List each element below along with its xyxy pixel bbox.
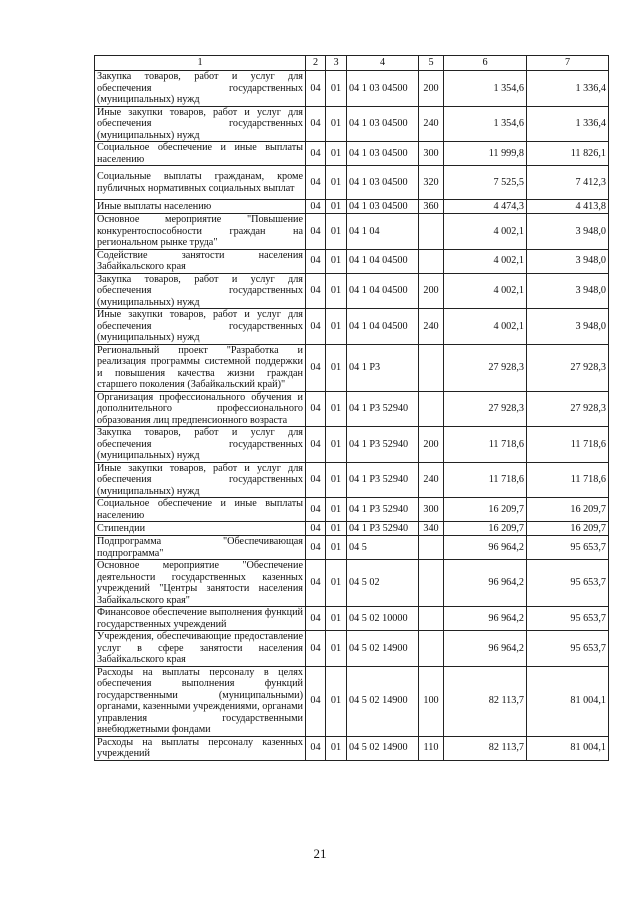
row-expense-type (419, 607, 444, 631)
table-row (95, 736, 609, 760)
row-subsection: 01 (326, 391, 347, 427)
row-amount-year-2: 7 412,3 (527, 166, 609, 200)
table-row (95, 498, 609, 522)
row-target-code: 04 5 02 14900 (347, 631, 419, 667)
row-name: Основное мероприятие "Обеспечение деятельности государственных казенных учреждений "Центры занятости населения Забайкальского края" (95, 560, 306, 607)
row-expense-type (419, 631, 444, 667)
row-name: Учреждения, обеспечивающие предоставление услуг в сфере занятости населения Забайкальского края (95, 631, 306, 667)
header-col-5: 5 (419, 56, 444, 71)
table-row (95, 344, 609, 391)
table-row (95, 273, 609, 309)
row-target-code: 04 5 02 14900 (347, 736, 419, 760)
row-amount-year-2: 16 209,7 (527, 522, 609, 536)
row-amount-year-1: 82 113,7 (444, 666, 527, 736)
row-name: Организация профессионального обучения и дополнительного профессионального образования лиц предпенсионного возраста (95, 391, 306, 427)
row-section: 04 (306, 391, 326, 427)
row-section: 04 (306, 309, 326, 345)
row-section: 04 (306, 522, 326, 536)
row-expense-type: 320 (419, 166, 444, 200)
table-row (95, 560, 609, 607)
row-amount-year-1: 96 964,2 (444, 560, 527, 607)
table-row (95, 214, 609, 250)
row-expense-type: 240 (419, 106, 444, 142)
header-col-2: 2 (306, 56, 326, 71)
row-amount-year-1: 16 209,7 (444, 522, 527, 536)
row-target-code: 04 1 P3 (347, 344, 419, 391)
row-section: 04 (306, 166, 326, 200)
row-name: Социальное обеспечение и иные выплаты населению (95, 142, 306, 166)
row-target-code: 04 1 03 04500 (347, 106, 419, 142)
row-section: 04 (306, 427, 326, 463)
table-row (95, 71, 609, 107)
row-subsection: 01 (326, 427, 347, 463)
row-section: 04 (306, 249, 326, 273)
table-row (95, 249, 609, 273)
row-name: Основное мероприятие "Повышение конкурентоспособности граждан на региональном рынке труда" (95, 214, 306, 250)
row-name: Подпрограмма "Обеспечивающая подпрограмма" (95, 536, 306, 560)
row-name: Расходы на выплаты персоналу в целях обеспечения выполнения функций государственными (муниципальными) органами, казенными учреждениями, органами управления государственными внебюджетными фондами (95, 666, 306, 736)
row-subsection: 01 (326, 166, 347, 200)
row-amount-year-1: 11 718,6 (444, 427, 527, 463)
row-target-code: 04 1 03 04500 (347, 142, 419, 166)
row-name: Иные закупки товаров, работ и услуг для обеспечения государственных (муниципальных) нужд (95, 309, 306, 345)
row-amount-year-2: 27 928,3 (527, 344, 609, 391)
table-row (95, 106, 609, 142)
row-subsection: 01 (326, 736, 347, 760)
row-expense-type: 100 (419, 666, 444, 736)
row-amount-year-1: 1 354,6 (444, 71, 527, 107)
table-row (95, 166, 609, 200)
row-section: 04 (306, 607, 326, 631)
row-amount-year-1: 27 928,3 (444, 391, 527, 427)
row-name: Социальные выплаты гражданам, кроме публичных нормативных социальных выплат (95, 166, 306, 200)
row-amount-year-1: 4 002,1 (444, 309, 527, 345)
budget-table (94, 55, 609, 761)
row-amount-year-1: 1 354,6 (444, 106, 527, 142)
row-subsection: 01 (326, 560, 347, 607)
row-target-code: 04 5 02 (347, 560, 419, 607)
row-amount-year-1: 11 999,8 (444, 142, 527, 166)
row-target-code: 04 1 03 04500 (347, 166, 419, 200)
table-row (95, 631, 609, 667)
row-expense-type: 200 (419, 71, 444, 107)
table-row (95, 200, 609, 214)
row-section: 04 (306, 666, 326, 736)
row-section: 04 (306, 498, 326, 522)
header-col-6: 6 (444, 56, 527, 71)
row-expense-type: 300 (419, 498, 444, 522)
row-section: 04 (306, 536, 326, 560)
row-section: 04 (306, 344, 326, 391)
row-section: 04 (306, 631, 326, 667)
table-row (95, 522, 609, 536)
row-subsection: 01 (326, 273, 347, 309)
row-target-code: 04 1 04 04500 (347, 273, 419, 309)
row-amount-year-1: 27 928,3 (444, 344, 527, 391)
row-name: Социальное обеспечение и иные выплаты населению (95, 498, 306, 522)
row-subsection: 01 (326, 106, 347, 142)
header-col-7: 7 (527, 56, 609, 71)
table-row (95, 391, 609, 427)
row-expense-type (419, 391, 444, 427)
row-subsection: 01 (326, 344, 347, 391)
row-amount-year-1: 11 718,6 (444, 462, 527, 498)
row-name: Закупка товаров, работ и услуг для обеспечения государственных (муниципальных) нужд (95, 71, 306, 107)
row-subsection: 01 (326, 607, 347, 631)
table-row (95, 142, 609, 166)
header-col-3: 3 (326, 56, 347, 71)
row-amount-year-2: 81 004,1 (527, 736, 609, 760)
table-row (95, 666, 609, 736)
row-target-code: 04 5 (347, 536, 419, 560)
row-name: Региональный проект "Разработка и реализация программы системной поддержки и повышения качества жизни граждан старшего поколения (Забайкальский край)" (95, 344, 306, 391)
row-expense-type: 110 (419, 736, 444, 760)
row-subsection: 01 (326, 498, 347, 522)
table-header (95, 56, 609, 71)
row-subsection: 01 (326, 142, 347, 166)
row-target-code: 04 5 02 10000 (347, 607, 419, 631)
row-target-code: 04 1 03 04500 (347, 200, 419, 214)
row-amount-year-1: 4 474,3 (444, 200, 527, 214)
page-number: 21 (313, 846, 327, 861)
row-amount-year-1: 96 964,2 (444, 631, 527, 667)
row-amount-year-2: 3 948,0 (527, 273, 609, 309)
row-name: Закупка товаров, работ и услуг для обеспечения государственных (муниципальных) нужд (95, 427, 306, 463)
row-amount-year-2: 4 413,8 (527, 200, 609, 214)
row-amount-year-1: 7 525,5 (444, 166, 527, 200)
row-amount-year-1: 82 113,7 (444, 736, 527, 760)
row-amount-year-1: 4 002,1 (444, 249, 527, 273)
row-subsection: 01 (326, 309, 347, 345)
row-amount-year-2: 1 336,4 (527, 71, 609, 107)
row-amount-year-2: 95 653,7 (527, 560, 609, 607)
row-target-code: 04 1 P3 52940 (347, 427, 419, 463)
row-amount-year-2: 27 928,3 (527, 391, 609, 427)
row-subsection: 01 (326, 631, 347, 667)
row-section: 04 (306, 560, 326, 607)
row-section: 04 (306, 106, 326, 142)
row-section: 04 (306, 273, 326, 309)
row-amount-year-2: 11 718,6 (527, 462, 609, 498)
row-subsection: 01 (326, 536, 347, 560)
row-name: Содействие занятости населения Забайкальского края (95, 249, 306, 273)
row-amount-year-1: 16 209,7 (444, 498, 527, 522)
row-expense-type: 340 (419, 522, 444, 536)
row-amount-year-2: 95 653,7 (527, 536, 609, 560)
row-amount-year-2: 11 826,1 (527, 142, 609, 166)
row-subsection: 01 (326, 462, 347, 498)
row-expense-type: 200 (419, 427, 444, 463)
row-name: Расходы на выплаты персоналу казенных учреждений (95, 736, 306, 760)
row-name: Иные закупки товаров, работ и услуг для обеспечения государственных (муниципальных) нужд (95, 462, 306, 498)
row-expense-type (419, 536, 444, 560)
row-section: 04 (306, 71, 326, 107)
row-target-code: 04 1 03 04500 (347, 71, 419, 107)
row-expense-type: 240 (419, 309, 444, 345)
header-row (95, 56, 609, 71)
row-target-code: 04 1 P3 52940 (347, 391, 419, 427)
row-target-code: 04 5 02 14900 (347, 666, 419, 736)
table-row (95, 607, 609, 631)
row-amount-year-2: 3 948,0 (527, 249, 609, 273)
row-section: 04 (306, 214, 326, 250)
row-target-code: 04 1 04 04500 (347, 249, 419, 273)
table-row (95, 309, 609, 345)
table-row (95, 462, 609, 498)
row-name: Финансовое обеспечение выполнения функций государственных учреждений (95, 607, 306, 631)
row-amount-year-2: 95 653,7 (527, 631, 609, 667)
row-section: 04 (306, 736, 326, 760)
row-amount-year-1: 96 964,2 (444, 607, 527, 631)
row-subsection: 01 (326, 249, 347, 273)
row-name: Иные закупки товаров, работ и услуг для обеспечения государственных (муниципальных) нужд (95, 106, 306, 142)
row-amount-year-1: 96 964,2 (444, 536, 527, 560)
row-amount-year-1: 4 002,1 (444, 214, 527, 250)
row-target-code: 04 1 04 (347, 214, 419, 250)
table-row (95, 427, 609, 463)
row-section: 04 (306, 462, 326, 498)
row-amount-year-2: 1 336,4 (527, 106, 609, 142)
table-body (95, 71, 609, 761)
row-section: 04 (306, 142, 326, 166)
header-col-4: 4 (347, 56, 419, 71)
row-section: 04 (306, 200, 326, 214)
row-expense-type: 300 (419, 142, 444, 166)
row-amount-year-2: 16 209,7 (527, 498, 609, 522)
row-expense-type (419, 560, 444, 607)
row-expense-type (419, 214, 444, 250)
row-subsection: 01 (326, 200, 347, 214)
row-subsection: 01 (326, 522, 347, 536)
row-amount-year-2: 3 948,0 (527, 214, 609, 250)
row-amount-year-1: 4 002,1 (444, 273, 527, 309)
row-expense-type: 360 (419, 200, 444, 214)
row-amount-year-2: 81 004,1 (527, 666, 609, 736)
row-amount-year-2: 11 718,6 (527, 427, 609, 463)
row-expense-type (419, 344, 444, 391)
row-subsection: 01 (326, 214, 347, 250)
row-subsection: 01 (326, 666, 347, 736)
header-col-1: 1 (95, 56, 306, 71)
row-name: Иные выплаты населению (95, 200, 306, 214)
row-subsection: 01 (326, 71, 347, 107)
row-name: Закупка товаров, работ и услуг для обеспечения государственных (муниципальных) нужд (95, 273, 306, 309)
table-row (95, 536, 609, 560)
row-amount-year-2: 3 948,0 (527, 309, 609, 345)
row-target-code: 04 1 04 04500 (347, 309, 419, 345)
row-expense-type: 200 (419, 273, 444, 309)
row-expense-type (419, 249, 444, 273)
row-target-code: 04 1 P3 52940 (347, 522, 419, 536)
row-name: Стипендии (95, 522, 306, 536)
row-target-code: 04 1 P3 52940 (347, 462, 419, 498)
row-amount-year-2: 95 653,7 (527, 607, 609, 631)
row-expense-type: 240 (419, 462, 444, 498)
row-target-code: 04 1 P3 52940 (347, 498, 419, 522)
